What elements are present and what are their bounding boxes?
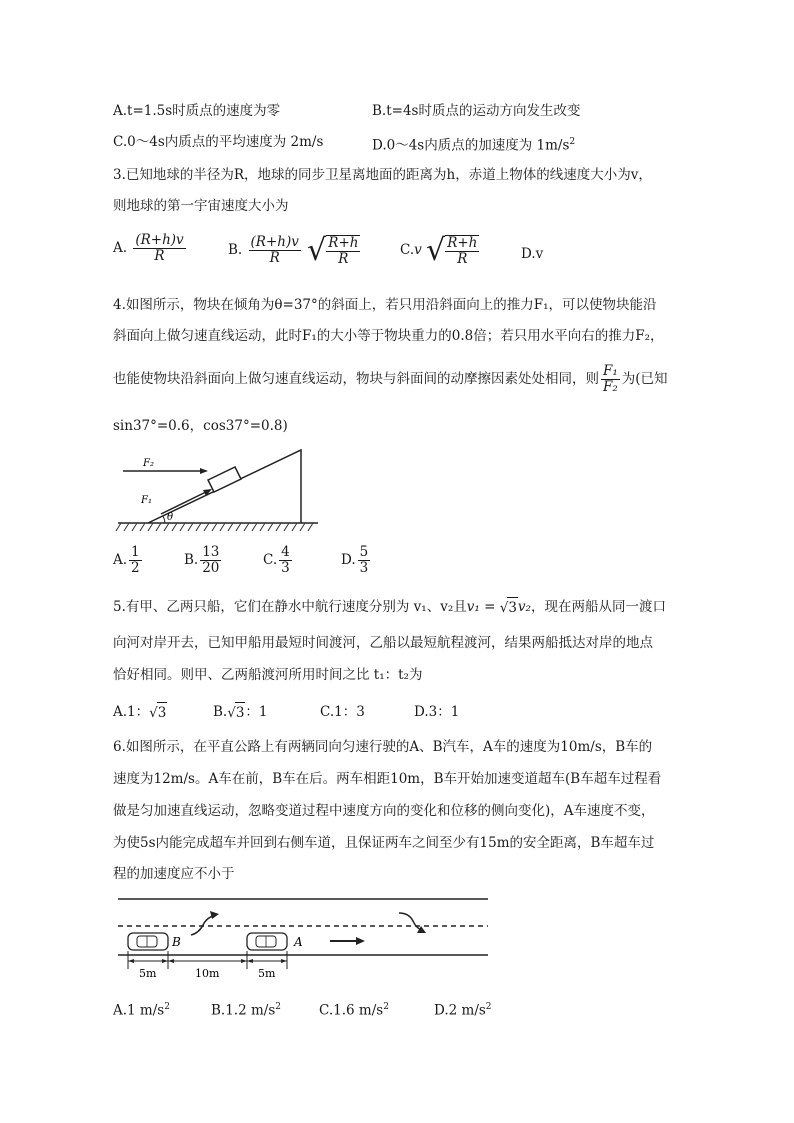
q4-stem-line3: 也能使物块沿斜面向上做匀速直线运动，物块与斜面间的动摩擦因素处处相同，则 $\frac{\text{F₁}}{\text{F₂}}$ 为(已知	[113, 363, 668, 395]
sqrt: √ $\frac{R+h}{R}$	[426, 233, 478, 268]
block	[208, 467, 241, 492]
q6-stem-line1: 6.如图所示，在平直公路上有两辆同向匀速行驶的A、B汽车，A车的速度为10m/s，B车的	[113, 739, 653, 755]
q3-option-b: B. $\frac{(R+h)v}{R}$ √ $\frac{R+h}{R}$	[228, 233, 359, 268]
label-car-a: A	[294, 935, 303, 949]
force-f2-arrowhead	[200, 468, 208, 474]
q5-stem-line2: 向河对岸开去，已知甲船用最短时间渡河，乙船以最短航程渡河，结果两船抵达对岸的地点	[113, 635, 653, 651]
fraction: $\frac{1}{2}$	[131, 544, 140, 576]
q6-option-a: A.1 $m/s^2$	[113, 1002, 170, 1019]
q3-stem-line2: 则地球的第一宇宙速度大小为	[113, 198, 289, 214]
fraction: $\frac{(R+h)v}{R}$	[250, 234, 299, 266]
q3-option-a: A. $\frac{(R+h)v}{R}$	[113, 232, 184, 264]
return-lane-arrow	[399, 913, 423, 931]
lane-change-arrowhead-b	[210, 911, 219, 919]
q4-stem-line2: 斜面向上做匀速直线运动，此时F₁的大小等于物块重力的0.8倍；若只用水平向右的推力F₂，	[113, 328, 664, 344]
q2-option-d: D.0～4s内质点的加速度为 $1m/s^2$	[372, 137, 576, 154]
fraction: $\frac{(R+h)v}{R}$	[135, 232, 184, 264]
car-a	[247, 933, 287, 950]
q2-option-a: A.t=1.5s时质点的速度为零	[113, 103, 281, 119]
label-f1: F₁	[141, 495, 152, 506]
q6-stem-line3: 做是匀加速直线运动，忽略变道过程中速度方向的变化和位移的侧向变化)，A车速度不变，	[113, 803, 655, 819]
q5-option-c: C.1：3	[320, 704, 365, 720]
q3-option-c: C.v √ $\frac{R+h}{R}$	[400, 233, 478, 268]
label-car-b: B	[172, 935, 181, 949]
q5-option-b: B.√3：1	[213, 704, 268, 721]
label-f2: F₂	[143, 458, 154, 469]
q2-option-b: B.t=4s时质点的运动方向发生改变	[372, 103, 581, 119]
q4-option-b: B. $\frac{13}{20}$	[184, 544, 220, 576]
q5-option-a: A.1：√3	[113, 704, 167, 721]
q4-option-d: D. $\frac{5}{3}$	[341, 544, 369, 576]
q4-stem-line4: sin37°=0.6，cos37°=0.8)	[113, 418, 288, 434]
forward-arrowhead-a	[356, 937, 365, 945]
dim-label-10m-gap: 10m	[195, 967, 220, 980]
q4-option-a: A. $\frac{1}{2}$	[113, 544, 140, 576]
q5-stem-line3: 恰好相同。则甲、乙两船渡河所用时间之比 t₁：t₂为	[113, 667, 423, 683]
q6-stem-line2: 速度为12m/s。A车在前，B车在后。两车相距10m，B车开始加速变道超车(B车超车过程看	[113, 771, 662, 787]
label-theta: θ	[167, 512, 174, 523]
return-lane-arrowhead	[417, 926, 426, 933]
q5-stem-line1: 5.有甲、乙两只船，它们在静水中航行速度分别为 v₁、v₂且v₁ = √3v₂，现在两船从同一渡口	[113, 599, 666, 616]
fraction: $\frac{5}{3}$	[359, 544, 369, 576]
q6-option-d: D.2 $m/s^2$	[434, 1002, 492, 1019]
sqrt: √ $\frac{R+h}{R}$	[307, 233, 359, 268]
dim-label-5m-car-b: 5m	[139, 967, 157, 980]
q4-option-c: C. $\frac{4}{3}$	[263, 544, 290, 576]
q4-stem-line1: 4.如图所示，物块在倾角为θ=37°的斜面上，若只用沿斜面向上的推力F₁，可以使物块能沿	[113, 297, 657, 313]
q3-option-d: D.v	[521, 246, 544, 262]
q5-option-d: D.3：1	[414, 704, 460, 720]
fraction: $\frac{4}{3}$	[281, 544, 290, 576]
ground-hatching	[116, 523, 313, 531]
q6-option-c: C.1.6 $m/s^2$	[319, 1002, 389, 1019]
q3-stem-line1: 3.已知地球的半径为R，地球的同步卫星离地面的距离为h，赤道上物体的线速度大小为v，	[113, 167, 652, 183]
dim-label-5m-car-a: 5m	[258, 967, 276, 980]
fraction: $\frac{13}{20}$	[202, 544, 220, 576]
q6-stem-line5: 程的加速度应不小于	[113, 866, 235, 882]
fraction: $\frac{\text{F₁}}{\text{F₂}}$	[603, 363, 618, 395]
force-f1-arrow	[161, 490, 210, 514]
car-b	[128, 933, 168, 950]
q6-stem-line4: 为使5s内能完成超车并回到右侧车道，且保证两车之间至少有15m的安全距离，B车超车过	[113, 835, 655, 851]
q2-option-c: C.0～4s内质点的平均速度为 2m/s	[113, 134, 324, 150]
theta-arc	[163, 516, 165, 523]
q6-option-b: B.1.2 $m/s^2$	[211, 1002, 281, 1019]
incline-figure	[113, 442, 323, 542]
road-figure	[113, 893, 493, 983]
